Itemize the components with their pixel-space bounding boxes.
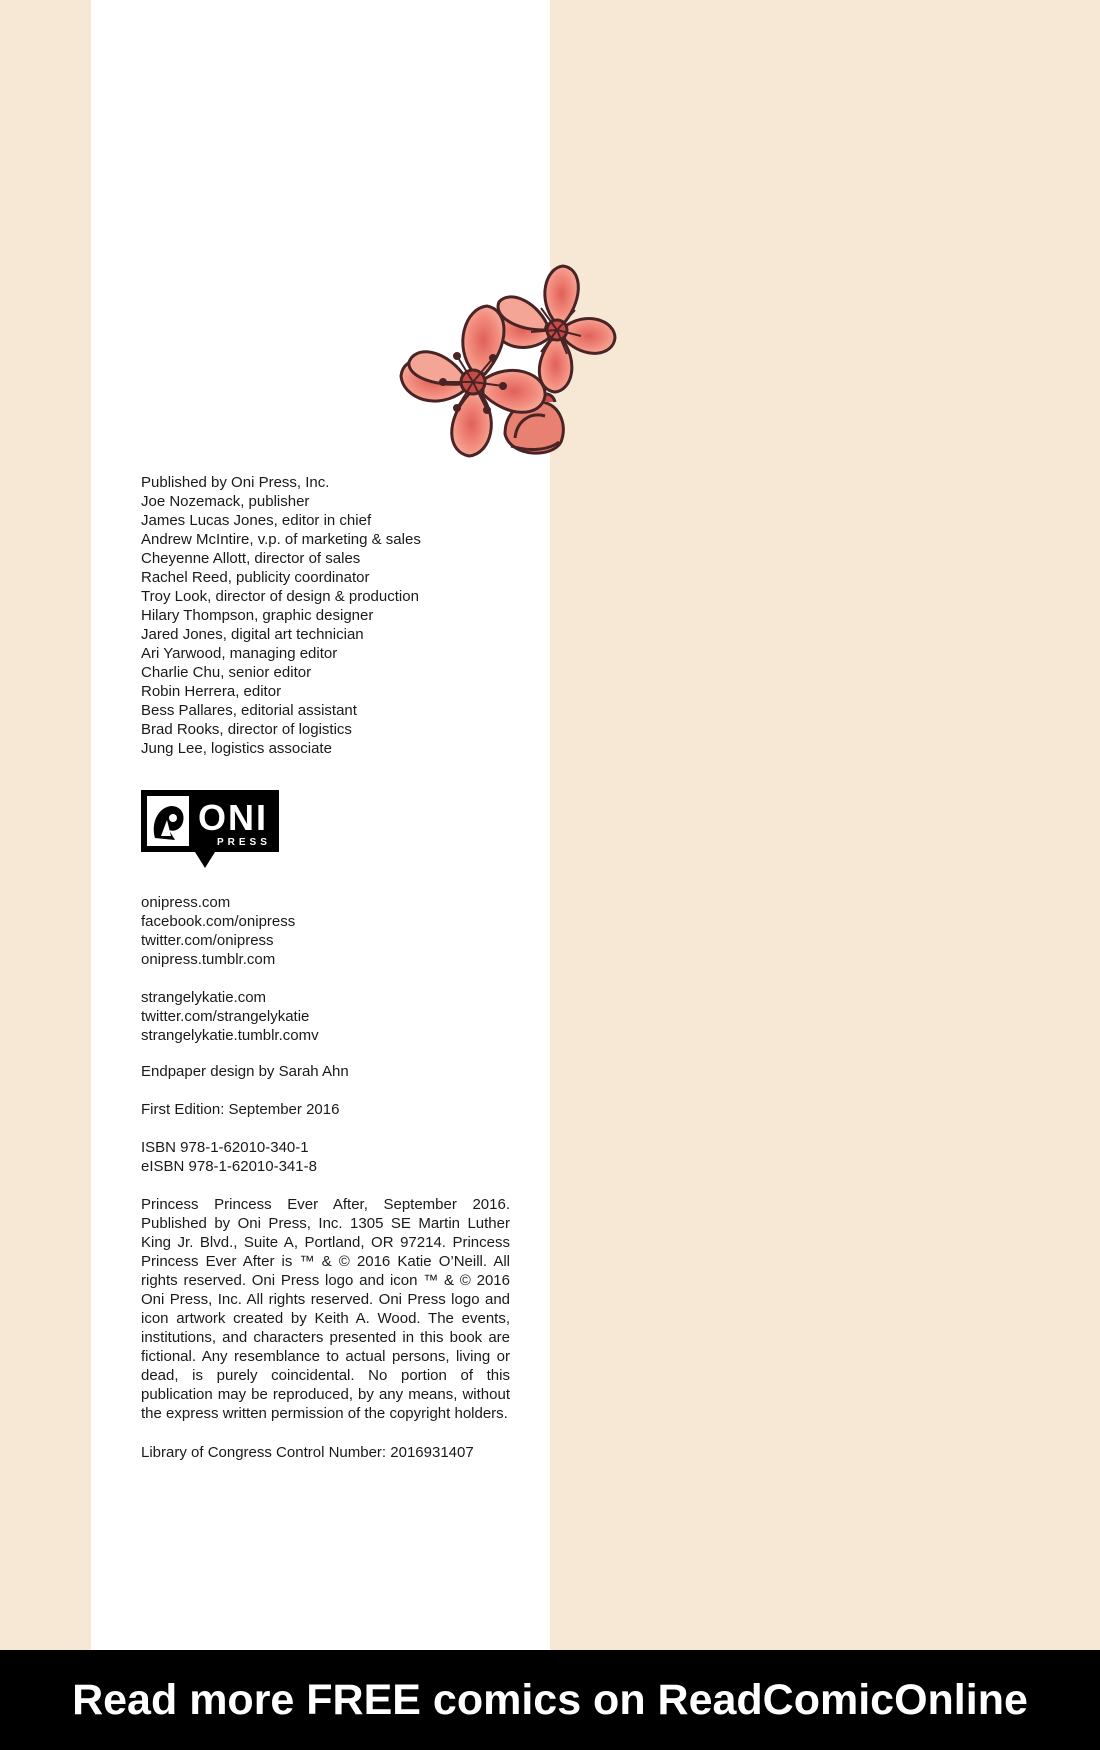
staff-line: James Lucas Jones, editor in chief bbox=[141, 512, 372, 529]
isbn-block bbox=[141, 1138, 511, 1176]
link-text: onipress.com bbox=[141, 894, 231, 911]
staff-line: Jared Jones, digital art technician bbox=[141, 626, 364, 643]
publisher-heading: Published by Oni Press, Inc. bbox=[141, 474, 330, 491]
endpaper-credit: Endpaper design by Sarah Ahn bbox=[141, 1063, 349, 1080]
link-text: twitter.com/onipress bbox=[141, 932, 274, 949]
logo-subtext: PRESS bbox=[217, 837, 271, 848]
oni-press-logo-icon bbox=[141, 790, 279, 870]
link-text: onipress.tumblr.com bbox=[141, 951, 276, 968]
staff-line: Cheyenne Allott, director of sales bbox=[141, 550, 361, 567]
promo-banner-text: Read more FREE comics on ReadComicOnline bbox=[72, 1676, 1028, 1724]
cherry-blossom-illustration bbox=[385, 250, 645, 490]
staff-line: Charlie Chu, senior editor bbox=[141, 664, 312, 681]
staff-line: Andrew McIntire, v.p. of marketing & sales bbox=[141, 531, 421, 548]
promo-banner[interactable] bbox=[0, 1650, 1100, 1750]
staff-line: Robin Herrera, editor bbox=[141, 683, 282, 700]
link-text: facebook.com/onipress bbox=[141, 913, 296, 930]
publisher-links bbox=[141, 893, 511, 969]
publisher-staff-list bbox=[141, 473, 511, 758]
staff-line: Ari Yarwood, managing editor bbox=[141, 645, 338, 662]
link-text: twitter.com/strangelykatie bbox=[141, 1008, 310, 1025]
staff-line: Rachel Reed, publicity coordinator bbox=[141, 569, 370, 586]
isbn-line: ISBN 978-1-62010-340-1 bbox=[141, 1139, 309, 1156]
staff-line: Joe Nozemack, publisher bbox=[141, 493, 310, 510]
staff-line: Jung Lee, logistics associate bbox=[141, 740, 332, 757]
edition-line: First Edition: September 2016 bbox=[141, 1101, 340, 1118]
staff-line: Bess Pallares, editorial assistant bbox=[141, 702, 357, 719]
link-text: strangelykatie.tumblr.comv bbox=[141, 1027, 319, 1044]
staff-line: Troy Look, director of design & production bbox=[141, 588, 419, 605]
isbn-line: eISBN 978-1-62010-341-8 bbox=[141, 1158, 317, 1175]
lccn-line: Library of Congress Control Number: 2016931407 bbox=[141, 1444, 474, 1461]
link-text: strangelykatie.com bbox=[141, 989, 267, 1006]
logo-wordmark: ONI bbox=[198, 797, 269, 838]
author-links bbox=[141, 988, 511, 1045]
staff-line: Hilary Thompson, graphic designer bbox=[141, 607, 374, 624]
staff-line: Brad Rooks, director of logistics bbox=[141, 721, 352, 738]
legal-notice: Princess Princess Ever After, September 2016. Published by Oni Press, Inc. 1305 SE Martin Luther King Jr. Blvd., Suite A, Portland, OR 97214. Princess Princess Ever After is ™ & © 2016 Katie O’Neill. All rights reserved. Oni Press logo and icon ™ & © 2016 Oni Press, Inc. All rights reserved. Oni Press logo and icon artwork created by Keith A. Wood. The events, institutions, and characters presented in this book are fictional. Any resemblance to actual persons, living or dead, is purely coincidental. No portion of this publication may be reproduced, by any means, without the express written permission of the copyright holders. bbox=[141, 1196, 510, 1422]
